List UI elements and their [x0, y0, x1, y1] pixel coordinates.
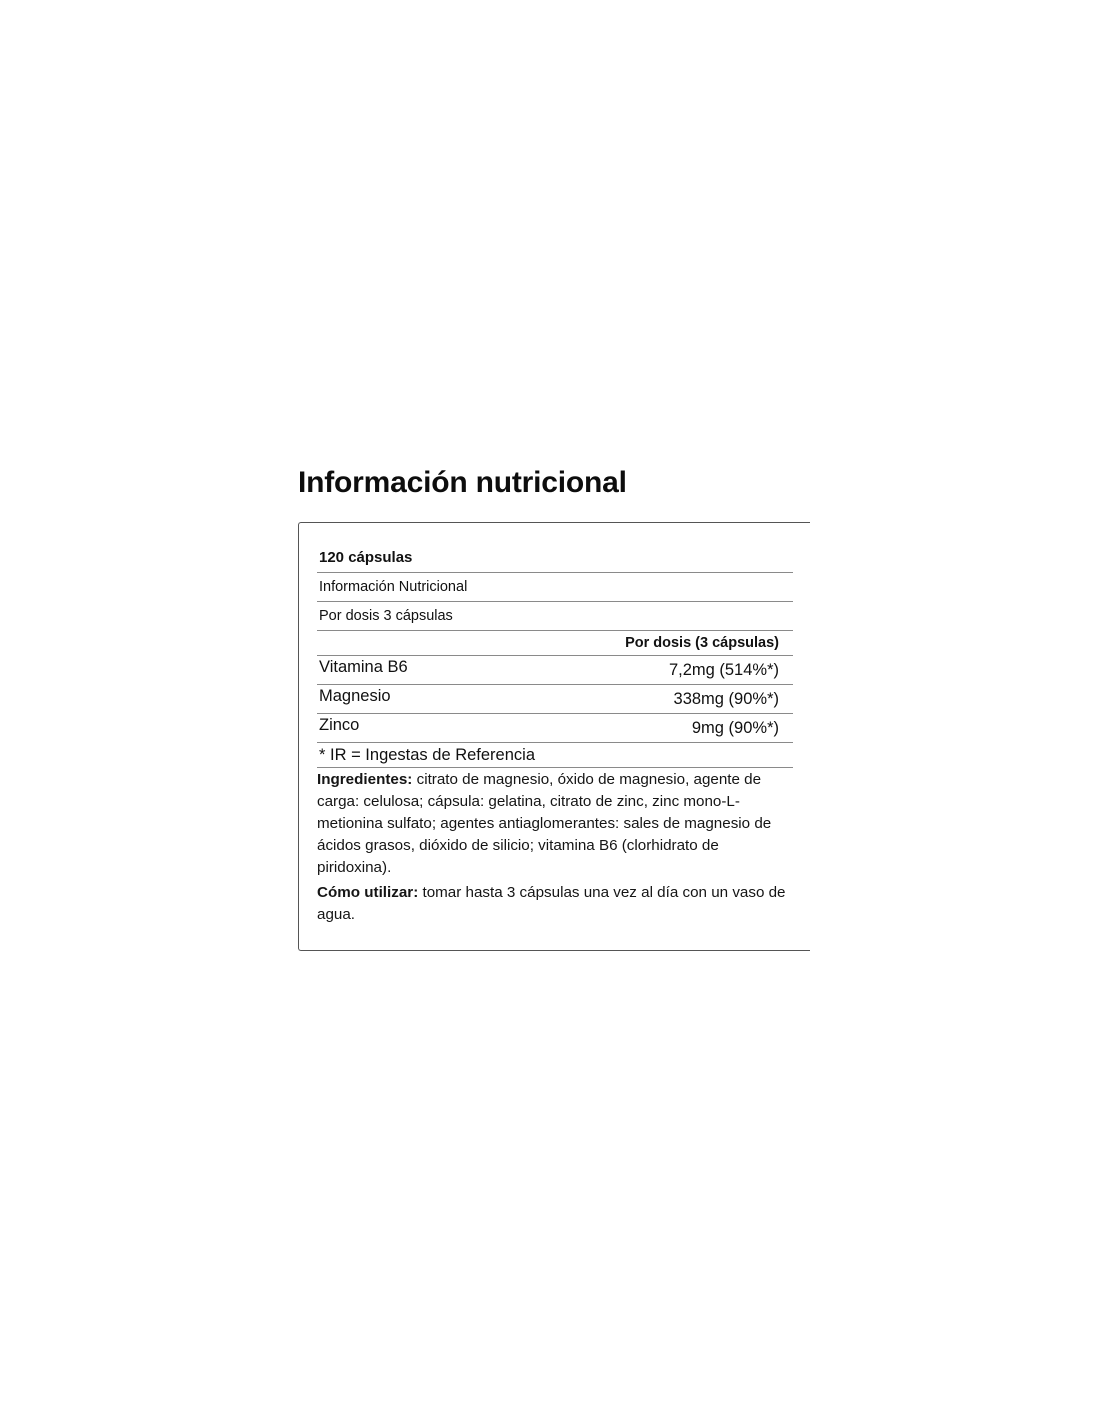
- nutrient-value: 338mg (90%*): [673, 689, 779, 708]
- nutrient-name: Vitamina B6: [319, 658, 408, 676]
- table-row: [317, 714, 793, 743]
- nutrition-panel: [298, 522, 810, 951]
- subtitle-row: [317, 573, 793, 602]
- usage-text: tomar hasta 3 cápsulas una vez al día con un vaso de agua.: [317, 884, 786, 923]
- usage-label: Cómo utilizar:: [317, 884, 419, 901]
- table-row: [317, 656, 793, 685]
- ingredients-text: citrato de magnesio, óxido de magnesio, agente de carga: celulosa; cápsula: gelatina, citrato de zinc, zinc mono-L-metionina sulfato; agentes antiaglomerantes: sales de magnesio de ácidos grasos, dióxido de silicio; vitamina B6 (clorhidrato de piridoxina).: [317, 771, 772, 876]
- page-title: Información nutricional: [298, 466, 627, 499]
- package-size: 120 cápsulas: [319, 549, 413, 566]
- footnote: * IR = Ingestas de Referencia: [319, 745, 535, 764]
- nutrient-value: 9mg (90%*): [691, 718, 779, 737]
- nutrient-name: Zinco: [319, 716, 360, 734]
- table-row: [317, 685, 793, 714]
- nutrition-table: [317, 543, 793, 926]
- table-subtitle: Información Nutricional: [319, 579, 468, 595]
- nutrient-value: 7,2mg (514%*): [668, 660, 779, 679]
- usage-paragraph: [317, 882, 793, 926]
- serving-row: [317, 602, 793, 631]
- ingredients-paragraph: [317, 769, 793, 879]
- serving-size: Por dosis 3 cápsulas: [319, 608, 453, 624]
- package-size-row: [317, 543, 793, 573]
- footnote-row: [317, 743, 793, 768]
- column-header-row: [317, 631, 793, 656]
- ingredients-label: Ingredientes:: [317, 771, 413, 788]
- column-header: Por dosis (3 cápsulas): [625, 635, 779, 651]
- nutrient-name: Magnesio: [319, 687, 391, 705]
